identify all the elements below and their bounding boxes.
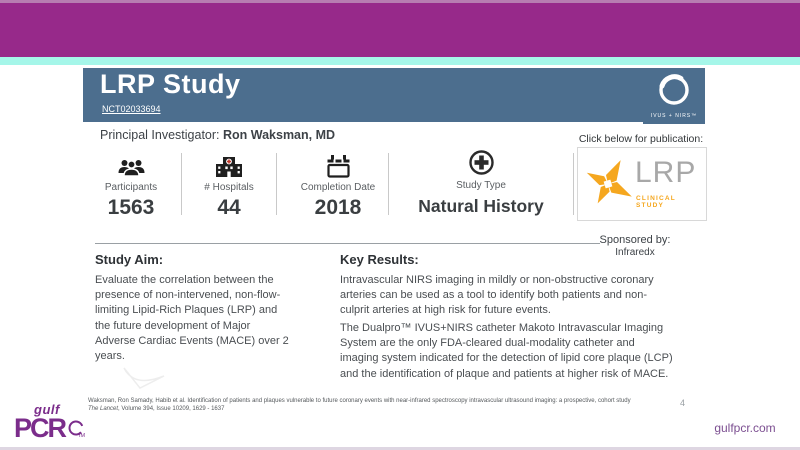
slide-header [83,68,705,122]
lrp-logo-text: LRP [635,156,697,189]
publication-link-box[interactable] [577,147,707,221]
lrp-star-icon [580,156,636,217]
stat-completion-date [281,152,395,220]
page-title: LRP Study [100,69,241,99]
stat-divider [181,153,182,215]
key-results-para2: The Dualpro™ IVUS+NIRS catheter Makoto Intravascular Imaging System are the only FDA-cleared dual-modality catheter and imaging system indicated for the detection of lipid core plaque (LCP) and the identification of plaque and patients at higher risk of MACE. [340,322,673,380]
stat-participants [85,152,177,220]
stat-label: Completion Date [300,182,376,193]
stat-value: 1563 [107,196,155,219]
publication-prompt: Click below for publication: [578,133,704,145]
hospital-icon [186,152,272,178]
stat-divider [276,153,277,215]
stat-label: # Hospitals [204,182,254,193]
study-type-icon [392,150,570,176]
stat-divider [573,153,574,215]
citation-issue: , Volume 394, Issue 10209, 1629 - 1637 [118,405,225,412]
nct-trial-link[interactable]: NCT02033694 [102,104,161,114]
ivus-nirs-logo [643,69,705,124]
principal-investigator-line [100,128,335,142]
lrp-logo-subtitle: CLINICAL STUDY [636,195,676,209]
stat-value: Natural History [418,196,544,216]
citation-line1: Waksman, Ron Samady, Habib et al. Identification of patients and plaques vulnerable to future coronary events with near-infrared spectroscopy intravascular ultrasound imaging: a prospective, cohort study [88,398,631,404]
stat-value: 2018 [314,196,362,219]
citation-journal: The Lancet [88,405,119,412]
pi-name: Ron Waksman, MD [222,128,336,142]
top-cyan-strip [0,57,800,65]
stat-hospitals [186,152,272,220]
citation [88,398,653,414]
sponsored-label: Sponsored by: [599,234,671,246]
brand-gulf-text: gulf [34,402,60,417]
section-divider [95,243,600,244]
brand-suffix-text: IM [79,433,86,439]
top-magenta-bar [0,3,800,57]
stat-label: Participants [104,182,158,193]
watermark-scribble-icon [120,366,168,397]
key-results-para1: Intravascular NIRS imaging in mildly or non-obstructive coronary arteries can be used as a tool to identify both patients and non-culprit arteries at high risk for future events. [340,274,654,317]
stat-study-type [392,150,570,217]
stat-divider [388,153,389,215]
calendar-icon [281,152,395,178]
sponsored-block [583,234,687,258]
page-number: 4 [680,398,686,408]
website-link[interactable]: gulfpcr.com [714,421,776,435]
pi-label: Principal Investigator: [100,128,223,142]
sponsor-name: Infraredx [615,247,655,258]
study-aim-body: Evaluate the correlation between the presence of non-intervened, non-flow-limiting Lipid-Rich Plaques (LRP) and the future development of Major Adverse Cardiac Events (MACE) over 2 years. [95,274,289,362]
ivus-nirs-label: IVUS + NIRS™ [650,113,698,119]
key-results-heading: Key Results: [340,252,419,267]
brand-g-circle-icon [67,419,87,442]
participants-icon [85,152,177,178]
brand-pcr-text: PCR [14,413,66,444]
study-aim-heading: Study Aim: [95,252,164,267]
stat-label: Study Type [456,180,506,191]
gulf-pcr-logo[interactable] [14,402,87,444]
stat-value: 44 [217,196,241,219]
